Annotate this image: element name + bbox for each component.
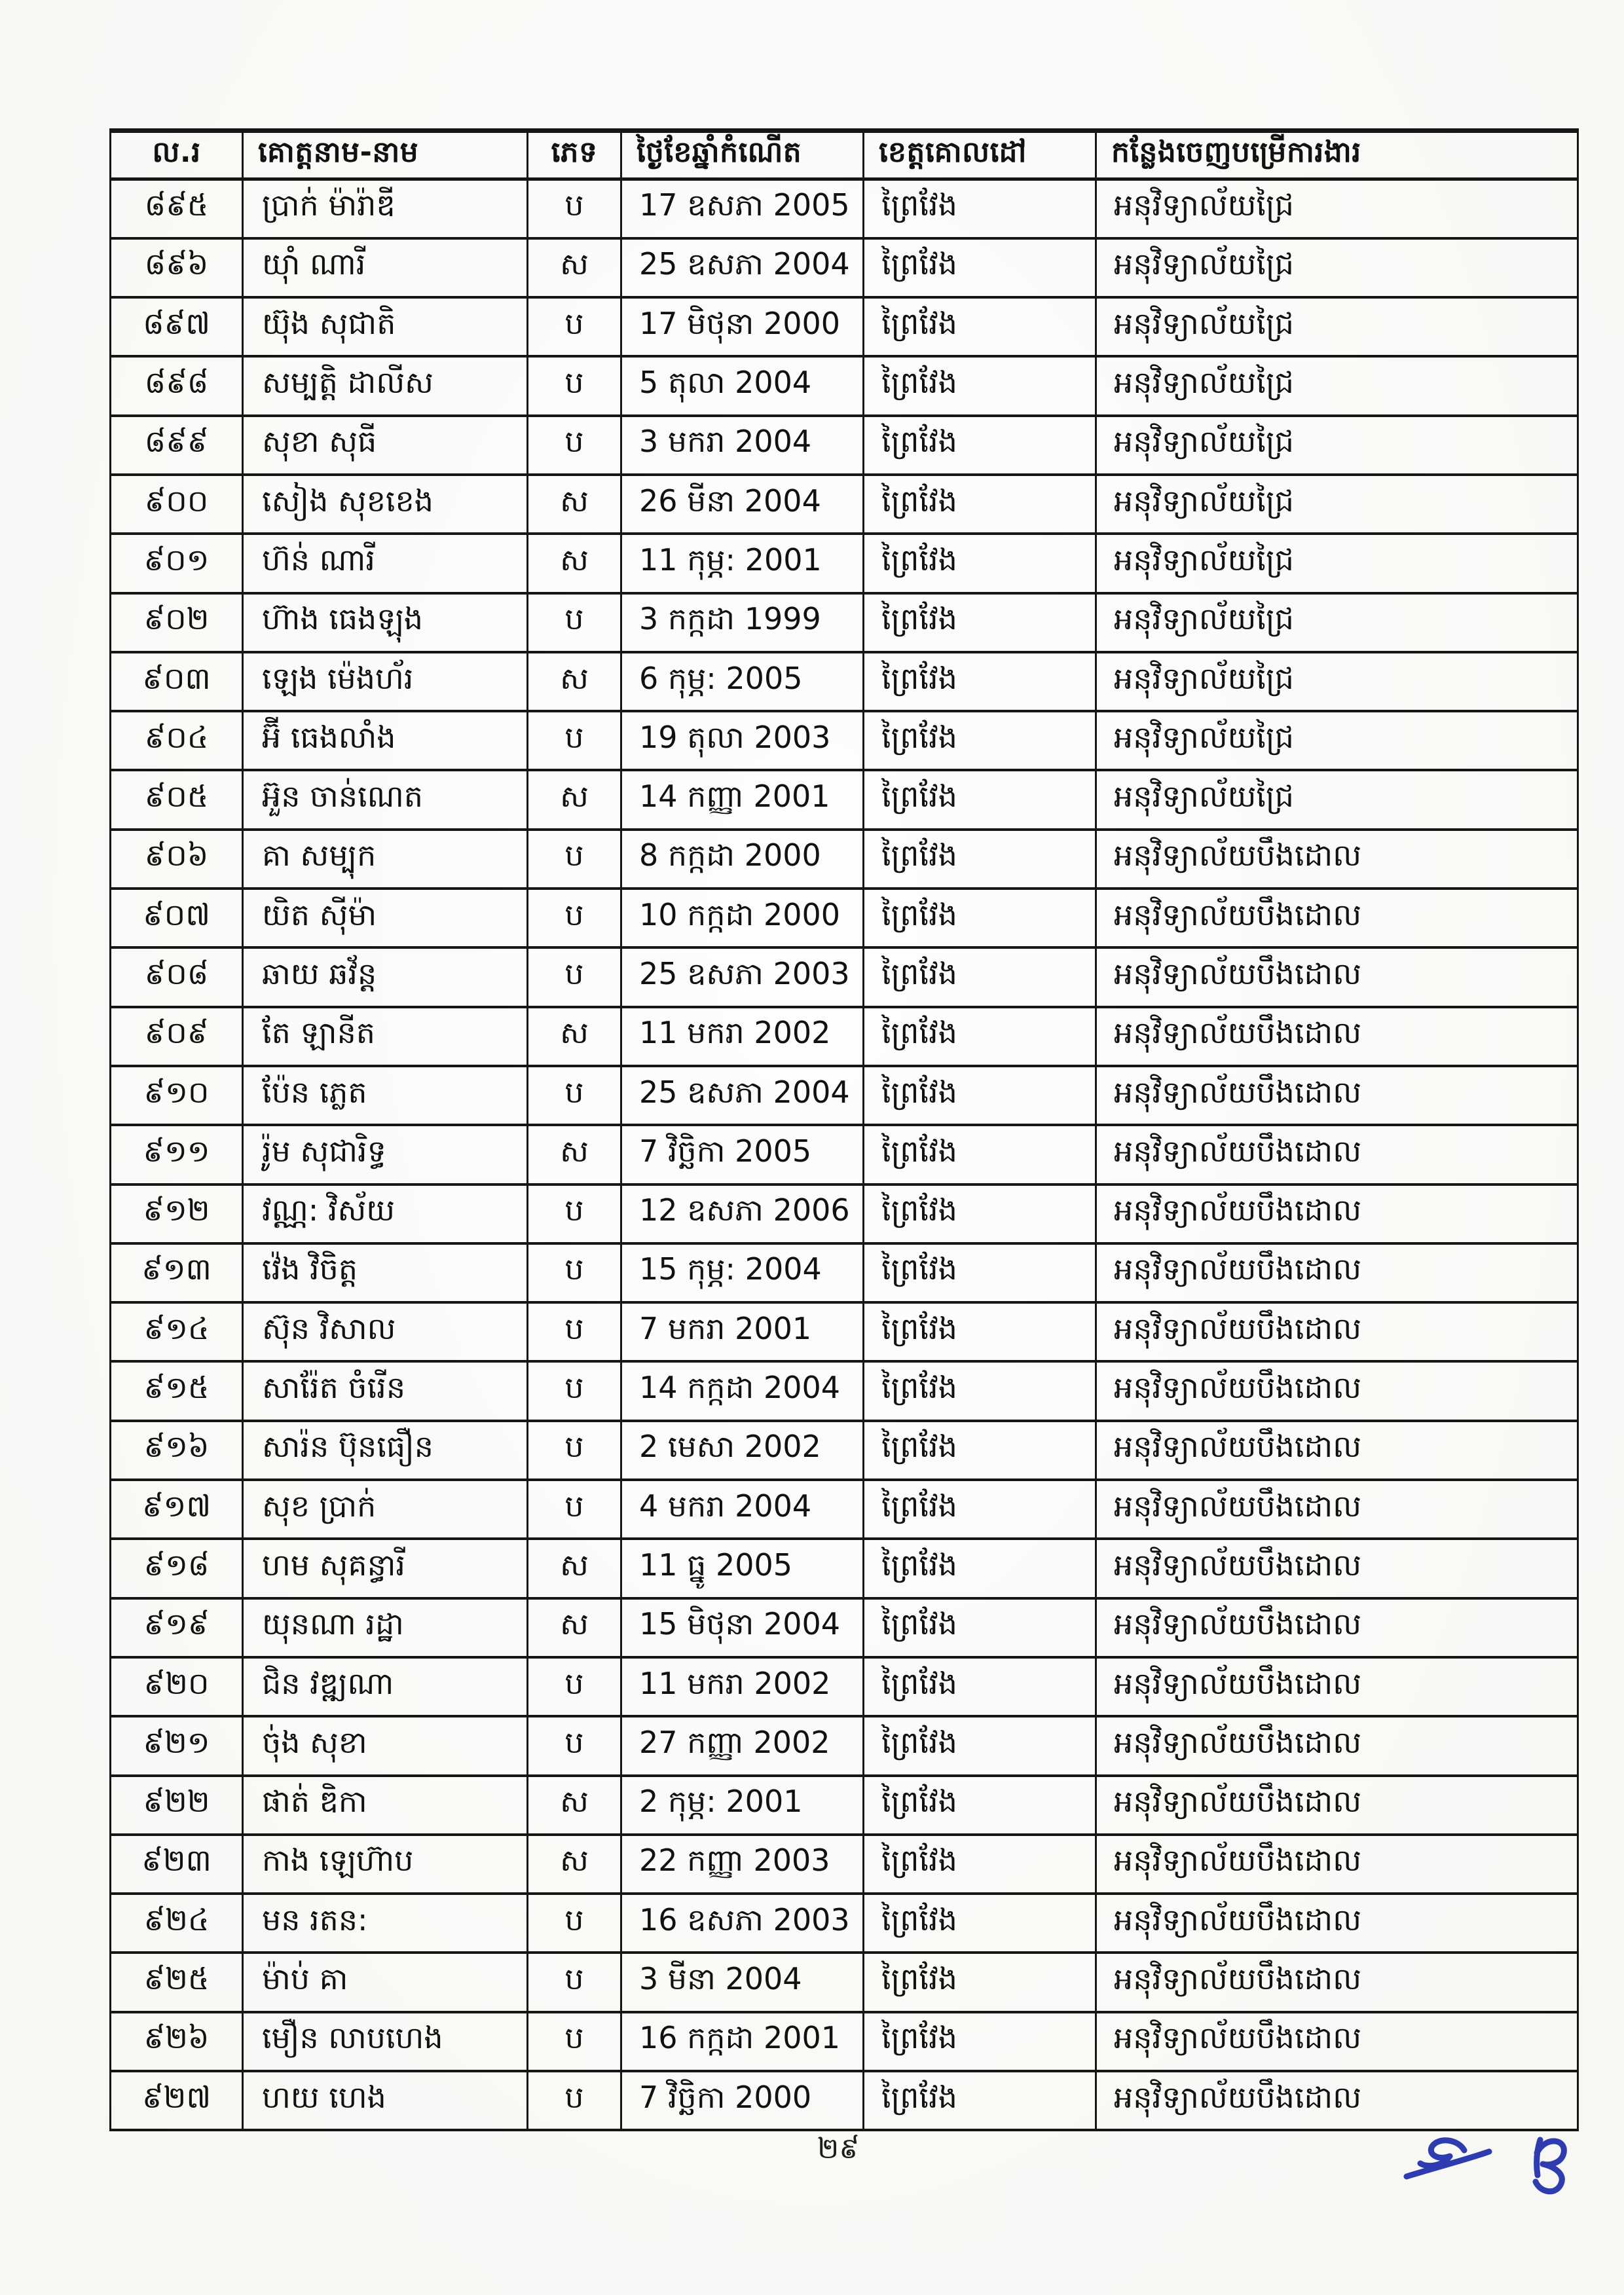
cell-name: កាង ឡេហ៊ាប xyxy=(243,1835,528,1894)
cell-gender: ស xyxy=(528,652,621,711)
table-row xyxy=(111,1125,1578,1184)
cell-birthdate: 25 ឧសភា 2004 xyxy=(621,1066,864,1125)
roster-table xyxy=(109,128,1579,2131)
cell-province: ព្រៃវែង xyxy=(864,1243,1096,1302)
cell-birthdate: 25 ឧសភា 2003 xyxy=(621,947,864,1006)
cell-number: ៩០៣ xyxy=(111,652,243,711)
cell-province: ព្រៃវែង xyxy=(864,356,1096,415)
cell-number: ៨៩៥ xyxy=(111,179,243,238)
cell-birthdate: 11 ធ្នូ 2005 xyxy=(621,1539,864,1598)
cell-number: ៩១៩ xyxy=(111,1598,243,1657)
cell-gender: ប xyxy=(528,947,621,1006)
cell-birthdate: 11 មករា 2002 xyxy=(621,1007,864,1066)
cell-workplace: អនុវិទ្យាល័យបឹងដោល xyxy=(1096,1716,1578,1775)
cell-name: សារ៉ែត ចំរើន xyxy=(243,1361,528,1420)
cell-workplace: អនុវិទ្យាល័យជ្រៃ xyxy=(1096,297,1578,356)
cell-name: គា សម្បុក xyxy=(243,830,528,889)
cell-province: ព្រៃវែង xyxy=(864,593,1096,652)
cell-birthdate: 17 ឧសភា 2005 xyxy=(621,179,864,238)
table-row xyxy=(111,1243,1578,1302)
cell-name: រ៉ូម សុជារិទ្ធ xyxy=(243,1125,528,1184)
cell-name: ជិន វឌ្ឍណា xyxy=(243,1657,528,1716)
cell-gender: ប xyxy=(528,179,621,238)
cell-gender: ស xyxy=(528,475,621,534)
cell-birthdate: 2 មេសា 2002 xyxy=(621,1421,864,1480)
cell-workplace: អនុវិទ្យាល័យបឹងដោល xyxy=(1096,1243,1578,1302)
table-row xyxy=(111,297,1578,356)
cell-gender: ស xyxy=(528,238,621,297)
cell-gender: ប xyxy=(528,1243,621,1302)
cell-province: ព្រៃវែង xyxy=(864,1066,1096,1125)
cell-gender: ប xyxy=(528,1184,621,1243)
table-row xyxy=(111,1361,1578,1420)
cell-workplace: អនុវិទ្យាល័យបឹងដោល xyxy=(1096,1007,1578,1066)
cell-province: ព្រៃវែង xyxy=(864,1716,1096,1775)
cell-name: ឆាយ ឆវ័ន្ត xyxy=(243,947,528,1006)
cell-gender: ស xyxy=(528,770,621,829)
cell-birthdate: 26 មីនា 2004 xyxy=(621,475,864,534)
cell-number: ៨៩៨ xyxy=(111,356,243,415)
cell-workplace: អនុវិទ្យាល័យជ្រៃ xyxy=(1096,179,1578,238)
cell-workplace: អនុវិទ្យាល័យជ្រៃ xyxy=(1096,652,1578,711)
table-row xyxy=(111,830,1578,889)
table-row xyxy=(111,238,1578,297)
cell-province: ព្រៃវែង xyxy=(864,1480,1096,1539)
cell-gender: ស xyxy=(528,1835,621,1894)
cell-name: ស៊ុន វិសាល xyxy=(243,1302,528,1361)
cell-number: ៩២៤ xyxy=(111,1894,243,1953)
cell-gender: ស xyxy=(528,1539,621,1598)
cell-province: ព្រៃវែង xyxy=(864,1361,1096,1420)
table-row xyxy=(111,1657,1578,1716)
cell-birthdate: 27 កញ្ញា 2002 xyxy=(621,1716,864,1775)
table-row xyxy=(111,2012,1578,2071)
cell-birthdate: 3 កក្កដា 1999 xyxy=(621,593,864,652)
cell-number: ៩១៦ xyxy=(111,1421,243,1480)
cell-province: ព្រៃវែង xyxy=(864,1007,1096,1066)
table-row xyxy=(111,711,1578,770)
cell-gender: ប xyxy=(528,889,621,947)
cell-gender: ប xyxy=(528,1302,621,1361)
cell-province: ព្រៃវែង xyxy=(864,416,1096,475)
cell-province: ព្រៃវែង xyxy=(864,1125,1096,1184)
cell-workplace: អនុវិទ្យាល័យបឹងដោល xyxy=(1096,889,1578,947)
cell-name: អ៊ួន ចាន់ណេត xyxy=(243,770,528,829)
cell-gender: ស xyxy=(528,1125,621,1184)
cell-name: វណ្ណ: វិស័យ xyxy=(243,1184,528,1243)
cell-number: ៩០៩ xyxy=(111,1007,243,1066)
cell-birthdate: 7 មករា 2001 xyxy=(621,1302,864,1361)
cell-workplace: អនុវិទ្យាល័យបឹងដោល xyxy=(1096,1302,1578,1361)
table-row xyxy=(111,2071,1578,2130)
cell-province: ព្រៃវែង xyxy=(864,889,1096,947)
cell-number: ៩១៤ xyxy=(111,1302,243,1361)
cell-workplace: អនុវិទ្យាល័យបឹងដោល xyxy=(1096,1361,1578,1420)
cell-birthdate: 3 មករា 2004 xyxy=(621,416,864,475)
cell-birthdate: 11 កុម្ភ: 2001 xyxy=(621,534,864,593)
cell-name: ប្រាក់ ម៉ារ៉ាឌី xyxy=(243,179,528,238)
cell-birthdate: 25 ឧសភា 2004 xyxy=(621,238,864,297)
cell-gender: ប xyxy=(528,297,621,356)
cell-workplace: អនុវិទ្យាល័យបឹងដោល xyxy=(1096,1657,1578,1716)
cell-workplace: អនុវិទ្យាល័យជ្រៃ xyxy=(1096,770,1578,829)
table-body xyxy=(111,179,1578,2131)
cell-number: ៩១០ xyxy=(111,1066,243,1125)
cell-province: ព្រៃវែង xyxy=(864,1835,1096,1894)
cell-province: ព្រៃវែង xyxy=(864,947,1096,1006)
cell-number: ៩១២ xyxy=(111,1184,243,1243)
handwritten-mark-right xyxy=(1536,2140,1564,2192)
cell-workplace: អនុវិទ្យាល័យបឹងដោល xyxy=(1096,1480,1578,1539)
cell-gender: ប xyxy=(528,356,621,415)
cell-province: ព្រៃវែង xyxy=(864,770,1096,829)
cell-gender: ប xyxy=(528,1361,621,1420)
cell-number: ៩០៨ xyxy=(111,947,243,1006)
cell-number: ៩២០ xyxy=(111,1657,243,1716)
cell-workplace: អនុវិទ្យាល័យជ្រៃ xyxy=(1096,238,1578,297)
cell-number: ៩២៥ xyxy=(111,1953,243,2011)
cell-name: សុខ ប្រាក់ xyxy=(243,1480,528,1539)
cell-province: ព្រៃវែង xyxy=(864,1657,1096,1716)
cell-birthdate: 7 វិច្ឆិកា 2000 xyxy=(621,2071,864,2130)
cell-birthdate: 11 មករា 2002 xyxy=(621,1657,864,1716)
cell-name: សារ៉ន ប៊ុនធឿន xyxy=(243,1421,528,1480)
column-header-province: ខេត្តគោលដៅ xyxy=(864,131,1096,179)
column-header-number: ល.រ xyxy=(111,131,243,179)
cell-province: ព្រៃវែង xyxy=(864,652,1096,711)
cell-workplace: អនុវិទ្យាល័យបឹងដោល xyxy=(1096,1421,1578,1480)
cell-name: យិត ស៊ីម៉ា xyxy=(243,889,528,947)
cell-birthdate: 14 កញ្ញា 2001 xyxy=(621,770,864,829)
cell-number: ៩០៥ xyxy=(111,770,243,829)
cell-number: ៩២១ xyxy=(111,1716,243,1775)
cell-name: ម៉ាប់ គា xyxy=(243,1953,528,2011)
cell-province: ព្រៃវែង xyxy=(864,711,1096,770)
cell-name: ឡេង ម៉េងហ័រ xyxy=(243,652,528,711)
cell-number: ៩១១ xyxy=(111,1125,243,1184)
cell-name: យុនណា រដ្ឋា xyxy=(243,1598,528,1657)
cell-birthdate: 7 វិច្ឆិកា 2005 xyxy=(621,1125,864,1184)
cell-gender: ប xyxy=(528,1421,621,1480)
cell-name: ហ៊ាង ធេងឡុង xyxy=(243,593,528,652)
cell-number: ៩០០ xyxy=(111,475,243,534)
cell-birthdate: 2 កុម្ភ: 2001 xyxy=(621,1776,864,1835)
cell-gender: ស xyxy=(528,1007,621,1066)
table-row xyxy=(111,1953,1578,2011)
cell-workplace: អនុវិទ្យាល័យបឹងដោល xyxy=(1096,1539,1578,1598)
cell-number: ៩១៨ xyxy=(111,1539,243,1598)
cell-name: ហយ ហេង xyxy=(243,2071,528,2130)
table-row xyxy=(111,534,1578,593)
column-header-name: គោត្តនាម-នាម xyxy=(243,131,528,179)
cell-province: ព្រៃវែង xyxy=(864,297,1096,356)
cell-birthdate: 6 កុម្ភ: 2005 xyxy=(621,652,864,711)
table-row xyxy=(111,770,1578,829)
cell-workplace: អនុវិទ្យាល័យបឹងដោល xyxy=(1096,830,1578,889)
table-row xyxy=(111,1302,1578,1361)
cell-number: ៩០១ xyxy=(111,534,243,593)
cell-number: ៨៩៦ xyxy=(111,238,243,297)
table-row xyxy=(111,1598,1578,1657)
cell-number: ៩២៧ xyxy=(111,2071,243,2130)
cell-number: ៩១៥ xyxy=(111,1361,243,1420)
cell-name: មឿន លាបហេង xyxy=(243,2012,528,2071)
cell-workplace: អនុវិទ្យាល័យជ្រៃ xyxy=(1096,711,1578,770)
cell-name: ហ៊ន់ ណារី xyxy=(243,534,528,593)
cell-gender: ប xyxy=(528,593,621,652)
table-row xyxy=(111,593,1578,652)
column-header-birthdate: ថ្ងៃខែឆ្នាំកំណើត xyxy=(621,131,864,179)
table-row xyxy=(111,475,1578,534)
table-row xyxy=(111,416,1578,475)
cell-province: ព្រៃវែង xyxy=(864,2071,1096,2130)
cell-province: ព្រៃវែង xyxy=(864,1421,1096,1480)
cell-workplace: អនុវិទ្យាល័យបឹងដោល xyxy=(1096,1835,1578,1894)
cell-name: យ៊ុង សុជាតិ xyxy=(243,297,528,356)
cell-gender: ប xyxy=(528,1657,621,1716)
cell-number: ៩២៣ xyxy=(111,1835,243,1894)
cell-workplace: អនុវិទ្យាល័យបឹងដោល xyxy=(1096,1066,1578,1125)
cell-name: យុាំ ណារី xyxy=(243,238,528,297)
table-row xyxy=(111,1184,1578,1243)
cell-name: វ៉េង វិចិត្ត xyxy=(243,1243,528,1302)
table-row xyxy=(111,652,1578,711)
table-row xyxy=(111,1066,1578,1125)
cell-gender: ស xyxy=(528,534,621,593)
cell-gender: ប xyxy=(528,1894,621,1953)
cell-province: ព្រៃវែង xyxy=(864,238,1096,297)
column-header-gender: ភេទ xyxy=(528,131,621,179)
column-header-workplace: កន្លែងចេញបម្រើការងារ xyxy=(1096,131,1578,179)
cell-gender: ប xyxy=(528,416,621,475)
cell-birthdate: 15 មិថុនា 2004 xyxy=(621,1598,864,1657)
cell-gender: ស xyxy=(528,1776,621,1835)
cell-birthdate: 22 កញ្ញា 2003 xyxy=(621,1835,864,1894)
table-row xyxy=(111,1007,1578,1066)
cell-birthdate: 5 តុលា 2004 xyxy=(621,356,864,415)
cell-province: ព្រៃវែង xyxy=(864,179,1096,238)
cell-gender: ប xyxy=(528,2012,621,2071)
cell-province: ព្រៃវែង xyxy=(864,534,1096,593)
cell-birthdate: 8 កក្កដា 2000 xyxy=(621,830,864,889)
table-row xyxy=(111,1776,1578,1835)
cell-birthdate: 19 តុលា 2003 xyxy=(621,711,864,770)
cell-province: ព្រៃវែង xyxy=(864,2012,1096,2071)
cell-number: ៩០២ xyxy=(111,593,243,652)
cell-name: សៀង សុខខេង xyxy=(243,475,528,534)
cell-number: ៨៩៧ xyxy=(111,297,243,356)
cell-workplace: អនុវិទ្យាល័យជ្រៃ xyxy=(1096,593,1578,652)
cell-birthdate: 17 មិថុនា 2000 xyxy=(621,297,864,356)
cell-number: ៨៩៩ xyxy=(111,416,243,475)
cell-workplace: អនុវិទ្យាល័យបឹងដោល xyxy=(1096,2071,1578,2130)
cell-name: សម្បត្តិ ដាលីស xyxy=(243,356,528,415)
cell-gender: ប xyxy=(528,1716,621,1775)
cell-name: ប៉ែន ភ្លេត xyxy=(243,1066,528,1125)
cell-gender: ស xyxy=(528,1598,621,1657)
cell-number: ៩០៧ xyxy=(111,889,243,947)
cell-gender: ប xyxy=(528,1480,621,1539)
cell-birthdate: 12 ឧសភា 2006 xyxy=(621,1184,864,1243)
cell-name: មន រតន: xyxy=(243,1894,528,1953)
table-row xyxy=(111,1421,1578,1480)
table-row xyxy=(111,179,1578,238)
cell-birthdate: 3 មីនា 2004 xyxy=(621,1953,864,2011)
cell-gender: ប xyxy=(528,1066,621,1125)
cell-gender: ប xyxy=(528,830,621,889)
cell-name: តែ ឡានីត xyxy=(243,1007,528,1066)
cell-workplace: អនុវិទ្យាល័យបឹងដោល xyxy=(1096,1184,1578,1243)
cell-province: ព្រៃវែង xyxy=(864,1184,1096,1243)
cell-workplace: អនុវិទ្យាល័យបឹងដោល xyxy=(1096,1953,1578,2011)
table-row xyxy=(111,1480,1578,1539)
cell-province: ព្រៃវែង xyxy=(864,1776,1096,1835)
cell-birthdate: 10 កក្កដា 2000 xyxy=(621,889,864,947)
cell-province: ព្រៃវែង xyxy=(864,830,1096,889)
table-row xyxy=(111,947,1578,1006)
cell-number: ៩០៤ xyxy=(111,711,243,770)
cell-workplace: អនុវិទ្យាល័យជ្រៃ xyxy=(1096,416,1578,475)
cell-number: ៩២៦ xyxy=(111,2012,243,2071)
cell-number: ៩២២ xyxy=(111,1776,243,1835)
cell-workplace: អនុវិទ្យាល័យបឹងដោល xyxy=(1096,1598,1578,1657)
table-row xyxy=(111,889,1578,947)
cell-name: អ៊ី ធេងលាំង xyxy=(243,711,528,770)
cell-workplace: អនុវិទ្យាល័យបឹងដោល xyxy=(1096,1776,1578,1835)
cell-name: សុខា សុធី xyxy=(243,416,528,475)
cell-birthdate: 14 កក្កដា 2004 xyxy=(621,1361,864,1420)
cell-gender: ប xyxy=(528,1953,621,2011)
table-row xyxy=(111,1835,1578,1894)
cell-birthdate: 4 មករា 2004 xyxy=(621,1480,864,1539)
cell-workplace: អនុវិទ្យាល័យជ្រៃ xyxy=(1096,534,1578,593)
handwritten-marks xyxy=(1401,2133,1604,2201)
cell-province: ព្រៃវែង xyxy=(864,1302,1096,1361)
cell-workplace: អនុវិទ្យាល័យជ្រៃ xyxy=(1096,356,1578,415)
cell-gender: ប xyxy=(528,711,621,770)
cell-birthdate: 16 កក្កដា 2001 xyxy=(621,2012,864,2071)
handwritten-mark-left xyxy=(1407,2140,1489,2176)
header-row xyxy=(111,131,1578,179)
cell-province: ព្រៃវែង xyxy=(864,475,1096,534)
table-row xyxy=(111,356,1578,415)
cell-workplace: អនុវិទ្យាល័យបឹងដោល xyxy=(1096,947,1578,1006)
cell-number: ៩១៣ xyxy=(111,1243,243,1302)
table-row xyxy=(111,1716,1578,1775)
cell-workplace: អនុវិទ្យាល័យបឹងដោល xyxy=(1096,1894,1578,1953)
cell-workplace: អនុវិទ្យាល័យជ្រៃ xyxy=(1096,475,1578,534)
cell-workplace: អនុវិទ្យាល័យបឹងដោល xyxy=(1096,1125,1578,1184)
cell-province: ព្រៃវែង xyxy=(864,1953,1096,2011)
cell-name: ចុ់ង សុខា xyxy=(243,1716,528,1775)
cell-workplace: អនុវិទ្យាល័យបឹងដោល xyxy=(1096,2012,1578,2071)
cell-birthdate: 15 កុម្ភ: 2004 xyxy=(621,1243,864,1302)
cell-province: ព្រៃវែង xyxy=(864,1539,1096,1598)
cell-gender: ប xyxy=(528,2071,621,2130)
table-row xyxy=(111,1539,1578,1598)
cell-name: ផាត់ ឌិកា xyxy=(243,1776,528,1835)
cell-name: ហម សុគន្ធារី xyxy=(243,1539,528,1598)
table-row xyxy=(111,1894,1578,1953)
cell-province: ព្រៃវែង xyxy=(864,1598,1096,1657)
cell-number: ៩០៦ xyxy=(111,830,243,889)
cell-province: ព្រៃវែង xyxy=(864,1894,1096,1953)
cell-number: ៩១៧ xyxy=(111,1480,243,1539)
cell-birthdate: 16 ឧសភា 2003 xyxy=(621,1894,864,1953)
page-number: ២៩ xyxy=(817,2132,860,2165)
